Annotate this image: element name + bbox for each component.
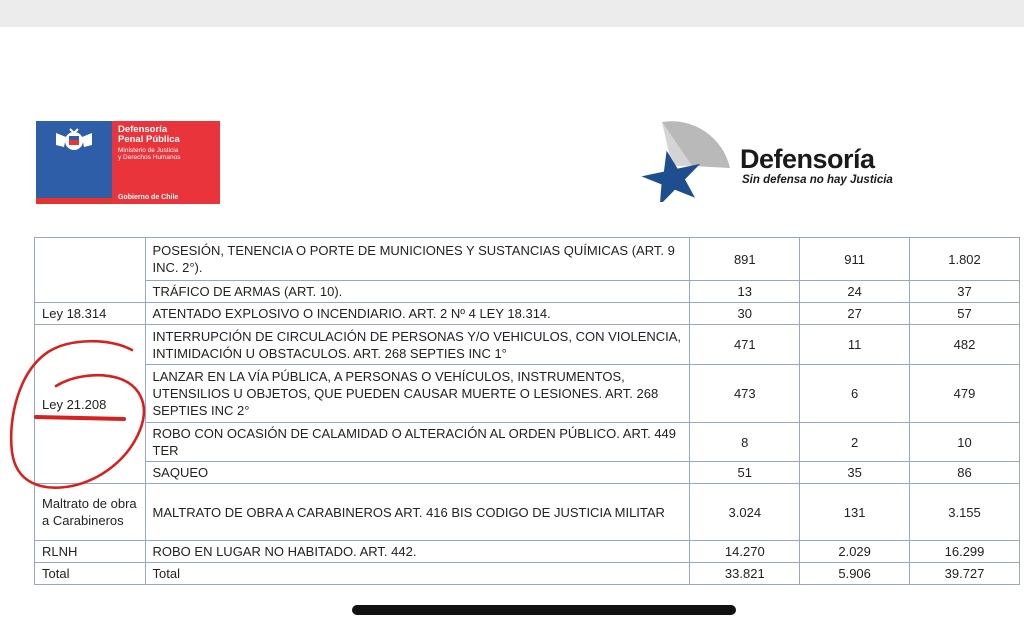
table-row [35, 365, 1020, 423]
total-cell: 482 [910, 325, 1020, 365]
logo-line3: Ministerio de Justicia [118, 147, 179, 154]
count-a-cell: 51 [690, 462, 800, 484]
count-b-cell: 24 [800, 281, 910, 303]
table-row [35, 281, 1020, 303]
total-cell: 37 [910, 281, 1020, 303]
table-row [35, 238, 1020, 281]
count-a-cell: 14.270 [690, 541, 800, 563]
law-cell: Ley 21.208 [35, 325, 146, 484]
law-cell: Maltrato de obra a Carabineros [35, 484, 146, 541]
count-b-cell: 131 [800, 484, 910, 541]
logo-footer: Gobierno de Chile [118, 194, 179, 201]
total-cell: 1.802 [910, 238, 1020, 281]
count-b-cell: 2.029 [800, 541, 910, 563]
defensoria-logo [632, 120, 893, 202]
count-a-cell: 473 [690, 365, 800, 423]
table-row [35, 462, 1020, 484]
logo-line4: y Derechos Humanos [118, 154, 181, 161]
table-row [35, 563, 1020, 585]
law-cell: RLNH [35, 541, 146, 563]
count-a-cell: 3.024 [690, 484, 800, 541]
total-cell: 10 [910, 423, 1020, 462]
status-bar [0, 0, 1024, 27]
total-cell: 3.155 [910, 484, 1020, 541]
logo-line1: Defensoría [118, 124, 168, 135]
offense-cell: INTERRUPCIÓN DE CIRCULACIÓN DE PERSONAS Y/O VEHICULOS, CON VIOLENCIA, INTIMIDACIÓN U OBSTACULOS. ART. 268 SEPTIES INC 1° [145, 325, 690, 365]
count-a-cell: 8 [690, 423, 800, 462]
table-row [35, 484, 1020, 541]
count-b-cell: 11 [800, 325, 910, 365]
table-row [35, 325, 1020, 365]
logo-red-panel [112, 121, 220, 204]
total-cell: 39.727 [910, 563, 1020, 585]
offense-statistics-table [34, 237, 1020, 585]
total-cell: 479 [910, 365, 1020, 423]
offense-cell: ATENTADO EXPLOSIVO O INCENDIARIO. ART. 2 Nº 4 LEY 18.314. [145, 303, 690, 325]
count-b-cell: 5.906 [800, 563, 910, 585]
total-cell: 16.299 [910, 541, 1020, 563]
table-row [35, 303, 1020, 325]
count-b-cell: 27 [800, 303, 910, 325]
defensoria-penal-publica-logo [36, 121, 220, 204]
logo-red-stripe [36, 198, 112, 204]
offense-cell: Total [145, 563, 690, 585]
total-cell: 86 [910, 462, 1020, 484]
offense-cell: LANZAR EN LA VÍA PÚBLICA, A PERSONAS O VEHÍCULOS, INSTRUMENTOS, UTENSILIOS U OBJETOS, QUE PUEDEN CAUSAR MUERTE O LESIONES. ART. 268 SEPTIES INC 2° [145, 365, 690, 423]
coat-of-arms-icon [52, 127, 96, 153]
home-indicator[interactable] [352, 605, 736, 615]
defensoria-tagline: Sin defensa no hay Justicia [742, 174, 893, 186]
offense-cell: ROBO EN LUGAR NO HABITADO. ART. 442. [145, 541, 690, 563]
count-a-cell: 33.821 [690, 563, 800, 585]
defensoria-star-icon [632, 120, 742, 202]
offense-cell: SAQUEO [145, 462, 690, 484]
count-b-cell: 6 [800, 365, 910, 423]
logo-line2: Penal Pública [118, 134, 180, 145]
offense-cell: ROBO CON OCASIÓN DE CALAMIDAD O ALTERACIÓN AL ORDEN PÚBLICO. ART. 449 TER [145, 423, 690, 462]
count-a-cell: 471 [690, 325, 800, 365]
offense-cell: TRÁFICO DE ARMAS (ART. 10). [145, 281, 690, 303]
table-row [35, 541, 1020, 563]
offense-cell: POSESIÓN, TENENCIA O PORTE DE MUNICIONES Y SUSTANCIAS QUÍMICAS (ART. 9 INC. 2°). [145, 238, 690, 281]
logo-blue-panel [36, 121, 112, 204]
offense-cell: MALTRATO DE OBRA A CARABINEROS ART. 416 BIS CODIGO DE JUSTICIA MILITAR [145, 484, 690, 541]
count-a-cell: 891 [690, 238, 800, 281]
defensoria-title: Defensoría [740, 144, 875, 174]
law-cell: Ley 18.314 [35, 303, 146, 325]
count-b-cell: 911 [800, 238, 910, 281]
law-cell [35, 238, 146, 303]
count-a-cell: 13 [690, 281, 800, 303]
count-b-cell: 35 [800, 462, 910, 484]
table-row [35, 423, 1020, 462]
count-b-cell: 2 [800, 423, 910, 462]
total-cell: 57 [910, 303, 1020, 325]
count-a-cell: 30 [690, 303, 800, 325]
law-cell: Total [35, 563, 146, 585]
